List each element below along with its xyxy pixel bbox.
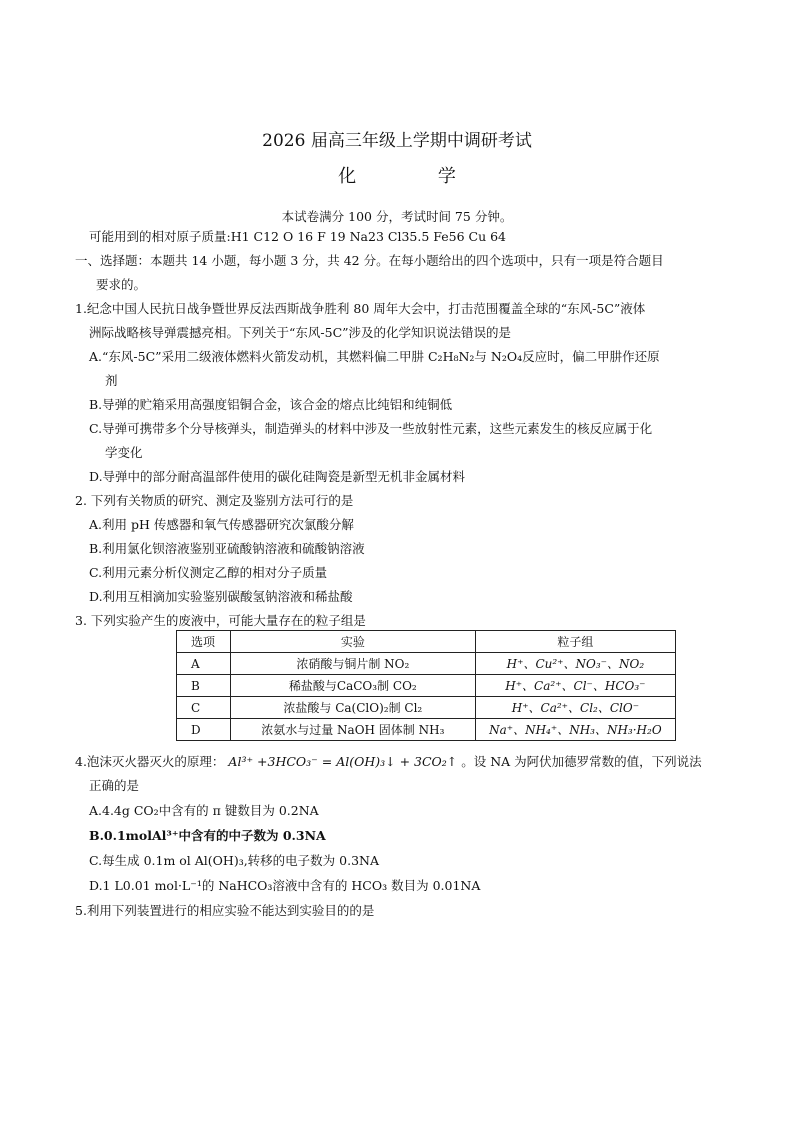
exam-title: 2026 届高三年级上学期中调研考试 — [262, 131, 532, 151]
q3-stem: 3. 下列实验产生的废液中，可能大量存在的粒子组是 — [75, 613, 366, 628]
table-header-row — [177, 631, 676, 653]
table-row — [177, 675, 676, 697]
table-cell: 浓盐酸与 Ca(ClO)₂制 Cl₂ — [230, 697, 475, 719]
q3-table — [176, 630, 676, 741]
q4-equation: Al³⁺ +3HCO₃⁻ = Al(OH)₃↓ + 3CO₂↑ — [228, 754, 458, 769]
table-row — [177, 653, 676, 675]
q4-stem-prefix: 4.泡沫灭火器灭火的原理： — [75, 754, 225, 769]
q1-option-a: A.“东风-5C”采用二级液体燃料火箭发动机，其燃料偏二甲肼 C₂H₈N₂与 N₂O₄反应时，偏二甲肼作还原 — [89, 349, 660, 364]
q5-stem: 5.利用下列装置进行的相应实验不能达到实验目的的是 — [75, 903, 375, 918]
table-cell: H⁺、Ca²⁺、Cl⁻、HCO₃⁻ — [475, 675, 675, 697]
q4-option-d: D.1 L0.01 mol·L⁻¹的 NaHCO₃溶液中含有的 HCO₃ 数目为 0.01NA — [89, 878, 481, 893]
table-header: 选项 — [177, 631, 231, 653]
q1-option-b: B.导弹的贮箱采用高强度铝铜合金，该合金的熔点比纯铝和纯铜低 — [89, 397, 453, 412]
table-cell: A — [177, 653, 231, 675]
table-row — [177, 719, 676, 741]
q1-option-c: C.导弹可携带多个分导核弹头，制造弹头的材料中涉及一些放射性元素，这些元素发生的核反应属于化 — [89, 421, 653, 436]
q4-option-c: C.每生成 0.1m ol Al(OH)₃,转移的电子数为 0.3NA — [89, 853, 379, 868]
table-cell: 稀盐酸与CaCO₃制 CO₂ — [230, 675, 475, 697]
q4-stem — [75, 754, 702, 770]
q1-stem-cont: 洲际战略核导弹震撼亮相。下列关于“东风-5C”涉及的化学知识说法错误的是 — [89, 325, 512, 340]
q2-stem: 2. 下列有关物质的研究、测定及鉴别方法可行的是 — [75, 493, 354, 508]
table-cell: 浓硝酸与铜片制 NO₂ — [230, 653, 475, 675]
q4-option-b: B.0.1molAl³⁺中含有的中子数为 0.3NA — [89, 828, 326, 843]
table-cell: B — [177, 675, 231, 697]
q1-option-d: D.导弹中的部分耐高温部件使用的碳化硅陶瓷是新型无机非金属材料 — [89, 469, 466, 484]
q4-stem-cont: 正确的是 — [89, 778, 140, 793]
q2-option-a: A.利用 pH 传感器和氧气传感器研究次氯酸分解 — [89, 517, 354, 532]
q1-option-a-cont: 剂 — [105, 373, 118, 388]
table-cell: C — [177, 697, 231, 719]
table-cell: Na⁺、NH₄⁺、NH₃、NH₃·H₂O — [475, 719, 675, 741]
q4-option-a: A.4.4g CO₂中含有的 π 键数目为 0.2NA — [89, 803, 319, 818]
q2-option-d: D.利用互相滴加实验鉴别碳酸氢钠溶液和稀盐酸 — [89, 589, 353, 604]
table-cell: H⁺、Ca²⁺、Cl₂、ClO⁻ — [475, 697, 675, 719]
table-row — [177, 697, 676, 719]
q2-option-b: B.利用氯化钡溶液鉴别亚硫酸钠溶液和硫酸钠溶液 — [89, 541, 365, 556]
table-header: 粒子组 — [475, 631, 675, 653]
q1-stem: 1.纪念中国人民抗日战争暨世界反法西斯战争胜利 80 周年大会中，打击范围覆盖全球的“东风-5C”液体 — [75, 301, 646, 316]
table-cell: 浓氨水与过量 NaOH 固体制 NH₃ — [230, 719, 475, 741]
section-heading: 一、选择题：本题共 14 小题，每小题 3 分，共 42 分。在每小题给出的四个选项中，只有一项是符合题目 — [75, 253, 664, 268]
subject-title: 化 学 — [338, 166, 494, 187]
q4-stem-suffix: 。设 NA 为阿伏加德罗常数的值，下列说法 — [461, 754, 702, 769]
atomic-masses: 可能用到的相对原子质量:H1 C12 O 16 F 19 Na23 Cl35.5 Fe56 Cu 64 — [89, 229, 507, 244]
table-cell: D — [177, 719, 231, 741]
section-heading-cont: 要求的。 — [96, 277, 147, 292]
table-header: 实验 — [230, 631, 475, 653]
table-cell: H⁺、Cu²⁺、NO₃⁻、NO₂ — [475, 653, 675, 675]
q2-option-c: C.利用元素分析仪测定乙醇的相对分子质量 — [89, 565, 328, 580]
exam-info: 本试卷满分 100 分，考试时间 75 分钟。 — [281, 209, 513, 224]
q1-option-c-cont: 学变化 — [105, 445, 143, 460]
